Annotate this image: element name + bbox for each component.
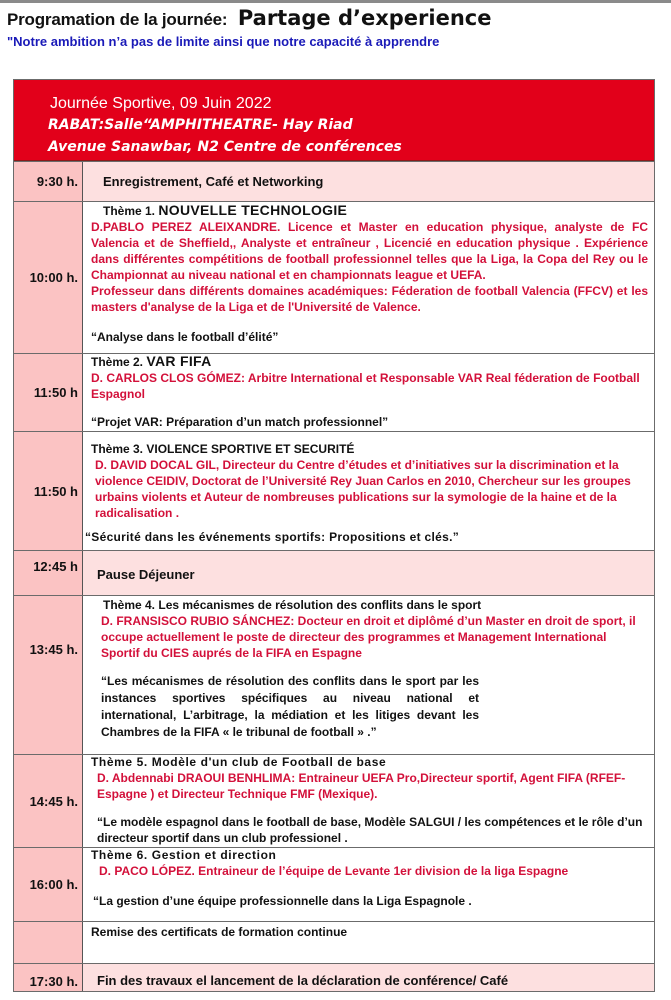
session-content [83,848,654,921]
session-topic: “Projet VAR: Préparation d’un match professionnel” [91,415,389,429]
time-cell: 13:45 h. [14,596,83,754]
speaker-bio: D. DAVID DOCAL GIL, Directeur du Centre d’études et d’initiatives sur la discrimination et la violence CEIDIV, Doctorat de l’Université Rey Juan Carlos en 2010, Chercheur sur les groupes urbains violents et Auteur de nombreuses publications sur la symologie de la haine et de la radicalisation . [95,458,631,520]
theme-heading [85,442,648,457]
theme-number: Thème 6. [91,848,148,862]
session-content [83,432,654,550]
session-topic: “Sécurité dans les événements sportifs: Propositions et clés.” [85,530,460,544]
theme-title: VAR FIFA [146,353,212,369]
theme-number: Thème 1. [103,204,156,218]
speaker-bio: D. Abdennabi DRAOUI BENHLIMA: Entraineur UEFA Pro,Directeur sportif, Agent FIFA (RFEF- Espagne ) et Directeur Technique FMF (Mexique). [97,771,626,801]
theme-number: Thème 4. [103,598,156,612]
time-cell: 12:45 h [14,551,83,595]
activity-text: Pause Déjeuner [83,551,654,595]
speaker-bio: D. FRANSISCO RUBIO SÁNCHEZ: Docteur en droit et diplômé d’un Master en droit de sport, il occupe actuellement le poste de directeur des programmes et Management International Sportif du CIES auprés de la FIFA en Espagne [101,614,636,660]
top-border [0,0,671,3]
schedule-row-theme-6 [14,847,654,921]
schedule-row-theme-1 [14,201,654,353]
theme-number: Thème 2. [91,355,144,369]
theme-heading [91,354,648,370]
session-topic: “Le modèle espagnol dans le football de base, Modèle SALGUI / les compétences et le rôle d’un directeur sportif dans un club professionel . [97,815,643,845]
theme-title: Gestion et direction [151,848,277,862]
time-cell [14,922,83,963]
session-topic: “La gestion d’une équipe professionnelle dans la Liga Espagnole . [93,894,472,908]
page-title-main: Partage d’experience [237,6,492,30]
speaker-bio: D. CARLOS CLOS GÓMEZ: Arbitre International et Responsable VAR Real féderation de Football Espagnol [91,371,640,401]
page-title-lead: Programation de la journée: [7,10,228,29]
speaker-bio: D.PABLO PEREZ ALEIXANDRE. Licence et Master en education physique, analyste de FC Valencia et de Sheffield,, Analyste et entraîneur , Licencié en education physique . Expérience dans différentes compétitions de football professionnel telles que la Liga, la Copa del Rey ou le Championnat au niveau national et en championnats league et UEFA. [91,220,648,282]
theme-title: NOUVELLE TECHNOLOGIE [158,202,348,218]
session-content [83,596,654,754]
time-cell: 11:50 h [14,432,83,550]
schedule-row-certificates [14,921,654,963]
theme-number: Thème 3. [91,442,144,456]
session-content [83,354,654,431]
schedule-row-theme-4 [14,595,654,754]
schedule-row-theme-5 [14,754,654,847]
schedule-row-theme-2 [14,353,654,431]
schedule-row-theme-3 [14,431,654,550]
session-content [83,202,654,353]
venue-line-1: RABAT:Salle“AMPHITHEATRE- Hay Riad [48,117,353,133]
session-content [83,755,654,847]
activity-text: Enregistrement, Café et Networking [83,162,654,201]
theme-number: Thème 5. [91,755,148,769]
activity-text: Fin des travaux el lancement de la déclaration de conférence/ Café [83,964,654,991]
theme-heading [91,848,648,863]
speaker-bio-continued: Professeur dans différents domaines académiques: Féderation de football Valencia (FFCV) et les masters d'analyse de la Liga et de l'Université de Valence. [91,284,648,314]
theme-title: Modèle d'un club de Football de base [151,755,387,769]
page-title [7,6,492,30]
session-topic: “Les mécanismes de résolution des conflits dans le sport par les instances sportives spécifiques au niveau national et international, L’arbitrage, la médiation et les litiges devant les Chambres de la FIFA « le tribunal de football » .” [101,674,479,739]
time-cell: 14:45 h. [14,755,83,847]
event-date: Journée Sportive, 09 Juin 2022 [50,95,272,112]
venue-line-2: Avenue Sanawbar, N2 Centre de conférences [48,139,402,155]
time-cell: 10:00 h. [14,202,83,353]
tagline: "Notre ambition n’a pas de limite ainsi que notre capacité à apprendre [7,34,440,49]
time-cell: 9:30 h. [14,162,83,201]
theme-heading [91,755,648,770]
theme-title: VIOLENCE SPORTIVE ET SECURITÉ [146,442,355,456]
theme-heading [91,203,648,219]
schedule-row-registration [14,161,654,201]
schedule-row-closing [14,963,654,991]
time-cell: 11:50 h [14,354,83,431]
program-header [14,80,654,161]
program-table [13,79,655,992]
theme-heading [91,598,648,613]
speaker-bio: D. PACO LÓPEZ. Entraineur de l’équipe de Levante 1er division de la liga Espagne [99,864,569,878]
time-cell: 16:00 h. [14,848,83,921]
session-topic: “Analyse dans le football d’élité” [91,330,279,344]
activity-text: Remise des certificats de formation continue [91,925,348,939]
schedule-row-lunch [14,550,654,595]
time-cell: 17:30 h. [14,964,83,991]
theme-title: Les mécanismes de résolution des conflits dans le sport [158,598,482,612]
